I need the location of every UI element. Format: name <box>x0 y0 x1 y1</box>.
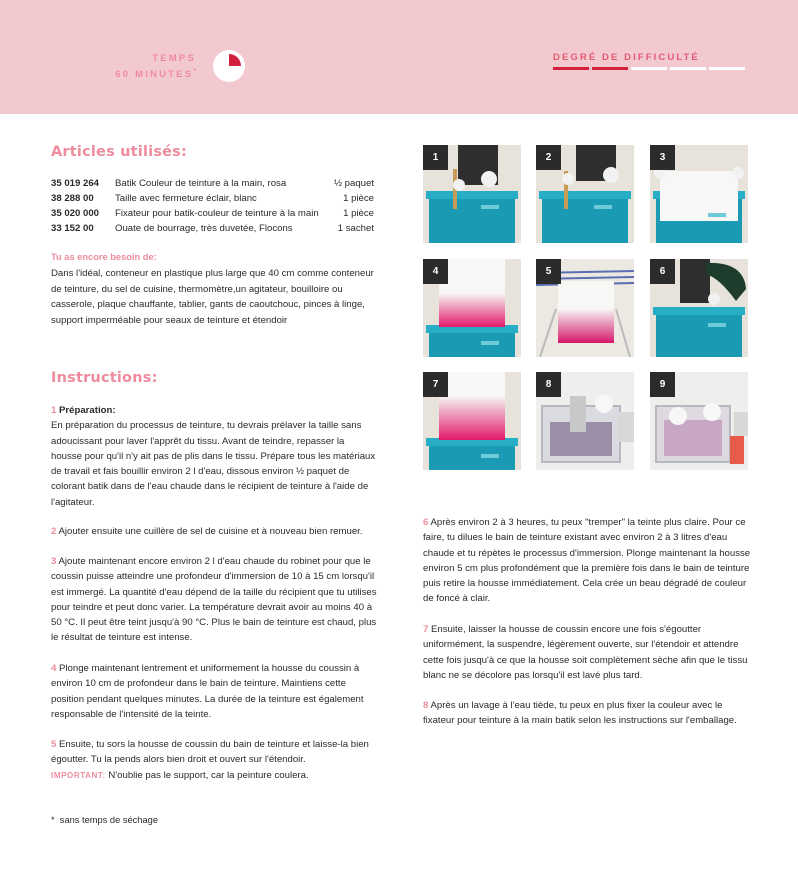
step-photo <box>650 372 748 470</box>
article-row <box>51 206 374 221</box>
time-footnote-mark: * <box>193 68 196 75</box>
article-row <box>51 176 374 191</box>
time-title: TEMPS <box>152 53 196 64</box>
step-text: Ajouter ensuite une cuillère de sel de cuisine et à nouveau bien remuer. <box>58 526 363 537</box>
step-number: 6 <box>423 517 429 528</box>
article-quantity: 1 sachet <box>337 223 374 234</box>
step-photo <box>650 145 748 243</box>
need-title: Tu as encore besoin de: <box>51 252 157 262</box>
articles-title: Articles utilisés: <box>51 144 188 160</box>
step-number: 5 <box>51 739 57 750</box>
step-photo <box>423 145 521 243</box>
photo-number-badge: 7 <box>423 372 448 397</box>
clock-icon <box>212 49 246 83</box>
step-title: Préparation: <box>59 405 116 416</box>
difficulty-segment <box>670 67 706 70</box>
article-quantity: 1 pièce <box>343 193 374 204</box>
step-number: 8 <box>423 700 429 711</box>
step-number: 3 <box>51 556 57 567</box>
photo-number-badge: 4 <box>423 259 448 284</box>
difficulty-segment <box>709 67 745 70</box>
step-text: En préparation du processus de teinture, tu devrais prélaver la taille sans adoucissant pour laver l'apprêt du tissu. Avant de teindre, repasser la housse pour qu'il n'y ait pas de plis dans le tissu. Prépare tous les matériaux de travail et fais bouillir environ 2 l d'eau, dissous environ ½ paquet de colorant batik dans de l'eau chaude dans le récipient de teinture à l'aide de l'agitateur. <box>51 420 376 508</box>
step-photo <box>423 372 521 470</box>
step-text: Ensuite, tu sors la housse de coussin du bain de teinture et laisse-la bien égoutter. Tu la pends alors bien droit et ouvert sur l'étendoir. <box>51 739 369 766</box>
step-photo <box>536 145 634 243</box>
need-text: Dans l'idéal, conteneur en plastique plus large que 40 cm comme conteneur de teinture, du sel de cuisine, thermomètre,un agitateur, bouilloire ou casserole, plaque chauffante, tablier, gants de caoutchouc, pinces à linge, support imperméable pour seaux de teinture et étendoir <box>51 268 374 326</box>
step-text: Plonge maintenant lentrement et uniformement la housse du coussin à environ 10 cm de profondeur dans le bain de teinture. Maintiens cette position pendant quelques minutes. La durée de la teinture est également responsable de l'intensité de la teinte. <box>51 663 364 720</box>
article-number: 35 019 264 <box>51 178 100 189</box>
step-text: Ensuite, laisser la housse de coussin encore une fois s'égoutter uniformément, la suspendre, légèrement ouverte, sur l'étendoir et attendre cette fois jusqu'à ce que la housse soit complètement sèche afin que le tissu blanc ne se décolore pas lorsqu'il est lavé plus tard. <box>423 624 748 681</box>
articles-list <box>51 176 374 236</box>
time-label <box>115 52 196 81</box>
article-row <box>51 221 374 236</box>
step-photo <box>536 259 634 357</box>
step-number: 7 <box>423 624 429 635</box>
footnote-text: sans temps de séchage <box>59 815 158 825</box>
step-4 <box>51 661 377 722</box>
difficulty-segment <box>631 67 667 70</box>
article-description: Ouate de bourrage, très duvetée, Flocons <box>115 223 293 234</box>
article-description: Batik Couleur de teinture à la main, rosa <box>115 178 287 189</box>
difficulty-meter <box>553 67 745 70</box>
important-text: N'oublie pas le support, car la peinture coulera. <box>108 769 309 781</box>
difficulty-label: DEGRÉ DE DIFFICULTÉ <box>553 52 700 63</box>
article-number: 33 152 00 <box>51 223 94 234</box>
step-6 <box>423 515 753 607</box>
footnote <box>51 815 158 825</box>
difficulty-segment <box>592 67 628 70</box>
step-text: Après un lavage à l'eau tiède, tu peux en plus fixer la couleur avec le fixateur pour teinture à la main batik selon les instructions sur l'emballage. <box>423 700 737 727</box>
instructions-title: Instructions: <box>51 370 158 386</box>
step-number: 2 <box>51 526 57 537</box>
step-7 <box>423 622 753 683</box>
step-2 <box>51 524 377 539</box>
photo-number-badge: 2 <box>536 145 561 170</box>
time-value: 60 MINUTES <box>115 69 194 81</box>
header-banner <box>0 0 798 114</box>
step-photo <box>536 372 634 470</box>
step-8 <box>423 698 753 729</box>
important-label: IMPORTANT: <box>51 770 106 780</box>
step-photo <box>650 259 748 357</box>
step-text: Ajoute maintenant encore environ 2 l d'eau chaude du robinet pour que le coussin puisse atteindre une profondeur d'immersion de 10 à 15 cm lorsqu'il est immergé. La quantité d'eau dépend de la taille du récipient que tu utilises pour teindre et peut donc varier. La température devrait avoir au moins 40 à 50 °C. Il peut être teint jusqu'à 90 °C. Plus le bain de teinture est chaud, plus le résultat de teinture est intense. <box>51 556 377 644</box>
step-1 <box>51 403 377 510</box>
step-3 <box>51 554 377 646</box>
photo-number-badge: 1 <box>423 145 448 170</box>
footnote-mark: * <box>51 815 55 825</box>
step-number: 4 <box>51 663 57 674</box>
article-quantity: 1 pièce <box>343 208 374 219</box>
step-text: Après environ 2 à 3 heures, tu peux "tremper" la teinte plus claire. Pour ce faire, tu dilues le bain de teinture existant avec environ 2 à 3 litres d'eau chaude et tu répètes le processus d'immersion. Plonge maintenant la housse environ 5 cm plus profondément que la première fois dans le bain de teinture puis retire la housse immédiatement. Cela crée un beau dégradé de couleur de foncé à clair. <box>423 517 751 605</box>
photo-number-badge: 8 <box>536 372 561 397</box>
photo-number-badge: 9 <box>650 372 675 397</box>
difficulty-segment <box>553 67 589 70</box>
article-description: Fixateur pour batik-couleur de teinture à la main <box>115 208 319 219</box>
article-quantity: ½ paquet <box>333 178 374 189</box>
step-number: 1 <box>51 405 57 416</box>
photo-number-badge: 3 <box>650 145 675 170</box>
step-5 <box>51 737 377 783</box>
article-row <box>51 191 374 206</box>
article-number: 35 020 000 <box>51 208 100 219</box>
photo-number-badge: 6 <box>650 259 675 284</box>
article-number: 38 288 00 <box>51 193 94 204</box>
photo-number-badge: 5 <box>536 259 561 284</box>
article-description: Taille avec fermeture éclair, blanc <box>115 193 257 204</box>
step-photo <box>423 259 521 357</box>
